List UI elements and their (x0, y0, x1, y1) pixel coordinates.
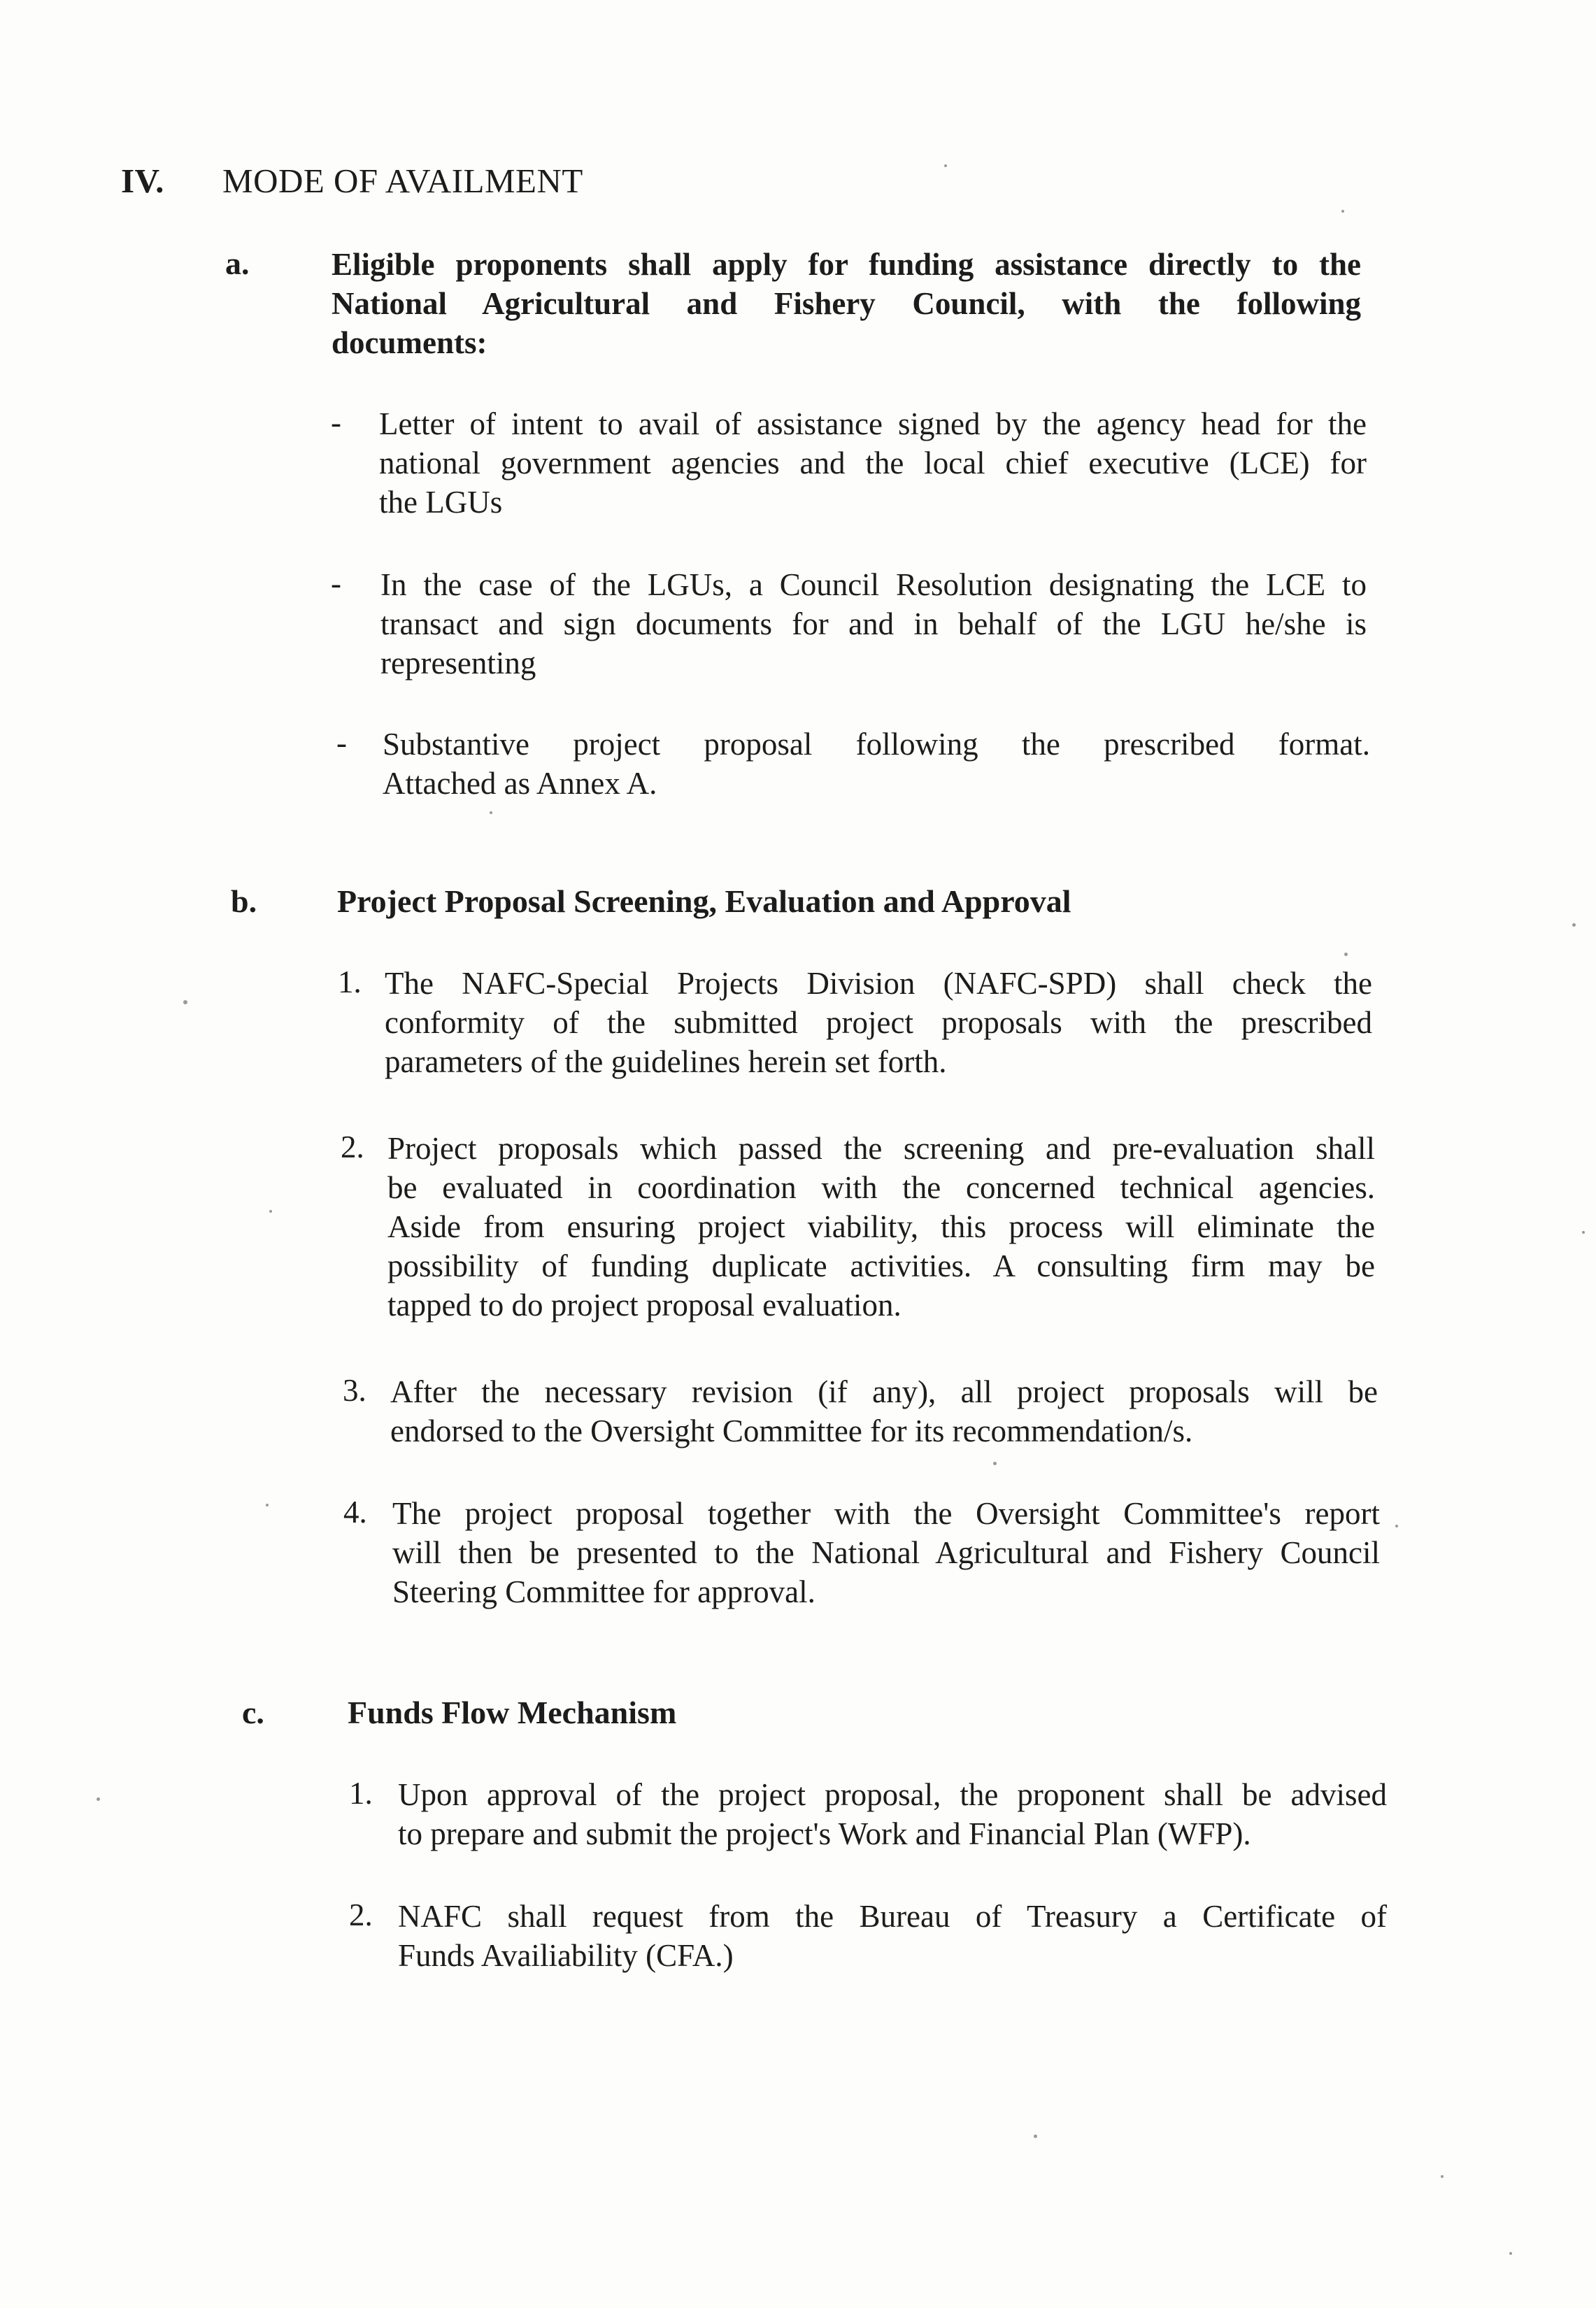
scan-speck (993, 1462, 997, 1465)
scan-speck (1034, 2135, 1037, 2138)
c-item-1 (398, 1775, 1387, 1853)
paragraph-line: tapped to do project proposal evaluation. (387, 1288, 902, 1323)
scan-speck (269, 1210, 272, 1213)
paragraph-line: Attached as Annex A. (383, 766, 657, 801)
scan-speck (944, 164, 947, 167)
item-number: 3. (343, 1373, 366, 1408)
scan-speck (1509, 2252, 1512, 2255)
scan-speck (1344, 953, 1348, 956)
paragraph-line: national government agencies and the local chief executive (LCE) for (379, 446, 1367, 480)
paragraph-line: After the necessary revision (if any), all project proposals will be (390, 1374, 1378, 1409)
paragraph-line: Funds Availiability (CFA.) (398, 1938, 734, 1973)
paragraph-line: possibility of funding duplicate activities. A consulting firm may be (387, 1248, 1375, 1283)
paragraph-line: the LGUs (379, 485, 503, 520)
paragraph-line: endorsed to the Oversight Committee for its recommendation/s. (390, 1413, 1193, 1448)
scan-speck (1572, 923, 1576, 927)
subsection-c-label: c. (242, 1695, 264, 1730)
bullet-marker: - (331, 566, 341, 601)
scan-speck (266, 1504, 269, 1506)
paragraph-line: Substantive project proposal following the prescribed format. (383, 727, 1370, 762)
paragraph-line: to prepare and submit the project's Work and Financial Plan (WFP). (398, 1816, 1251, 1851)
b-item-3 (390, 1372, 1378, 1451)
scan-speck (183, 1000, 187, 1004)
b-item-4 (392, 1494, 1380, 1611)
scan-speck (490, 811, 492, 814)
paragraph-line: Aside from ensuring project viability, this process will eliminate the (387, 1209, 1375, 1244)
item-number: 1. (338, 964, 362, 999)
scan-speck (1341, 210, 1344, 213)
b-item-2 (387, 1129, 1375, 1325)
paragraph-line: The project proposal together with the Oversight Committee's report (392, 1496, 1380, 1531)
bullet-item-letter-of-intent (379, 404, 1367, 522)
bullet-item-council-resolution (380, 565, 1367, 683)
bullet-item-project-proposal (383, 725, 1370, 803)
b-item-1 (385, 964, 1372, 1081)
subsection-c-title: Funds Flow Mechanism (348, 1695, 677, 1730)
paragraph-line: conformity of the submitted project proposals with the prescribed (385, 1005, 1372, 1040)
paragraph-line: National Agricultural and Fishery Council, with the following (332, 286, 1361, 321)
paragraph-line: In the case of the LGUs, a Council Resolution designating the LCE to (380, 567, 1367, 602)
bullet-marker: - (331, 405, 341, 440)
item-number: 2. (349, 1897, 373, 1932)
bullet-marker: - (336, 725, 347, 760)
subsection-b-title: Project Proposal Screening, Evaluation and Approval (337, 883, 1071, 919)
paragraph-line: Eligible proponents shall apply for funding assistance directly to the (332, 247, 1361, 282)
paragraph-line: be evaluated in coordination with the concerned technical agencies. (387, 1170, 1375, 1205)
subsection-b-label: b. (231, 883, 257, 919)
paragraph-line: The NAFC-Special Projects Division (NAFC-SPD) shall check the (385, 966, 1372, 1001)
item-number: 4. (343, 1495, 367, 1530)
paragraph-line: Steering Committee for approval. (392, 1574, 815, 1609)
section-number: IV. (121, 162, 164, 200)
scan-speck (97, 1797, 100, 1801)
subsection-a-label: a. (225, 245, 250, 281)
paragraph-line: Upon approval of the project proposal, the proponent shall be advised (398, 1777, 1387, 1812)
paragraph-line: NAFC shall request from the Bureau of Treasury a Certificate of (398, 1899, 1387, 1934)
scan-speck (1395, 1525, 1398, 1527)
scan-speck (1582, 1231, 1585, 1234)
paragraph-line: transact and sign documents for and in behalf of the LGU he/she is (380, 606, 1367, 641)
paragraph-line: will then be presented to the National Agricultural and Fishery Council (392, 1535, 1380, 1570)
paragraph-line: representing (380, 646, 536, 681)
c-item-2 (398, 1897, 1387, 1975)
subsection-a-intro (332, 245, 1361, 362)
item-number: 2. (341, 1130, 364, 1164)
paragraph-line: documents: (332, 325, 487, 360)
scan-speck (1441, 2175, 1444, 2178)
item-number: 1. (349, 1776, 373, 1811)
paragraph-line: Project proposals which passed the screening and pre-evaluation shall (387, 1131, 1375, 1166)
paragraph-line: parameters of the guidelines herein set forth. (385, 1044, 947, 1079)
section-title: MODE OF AVAILMENT (222, 162, 583, 200)
paragraph-line: Letter of intent to avail of assistance signed by the agency head for the (379, 406, 1367, 441)
